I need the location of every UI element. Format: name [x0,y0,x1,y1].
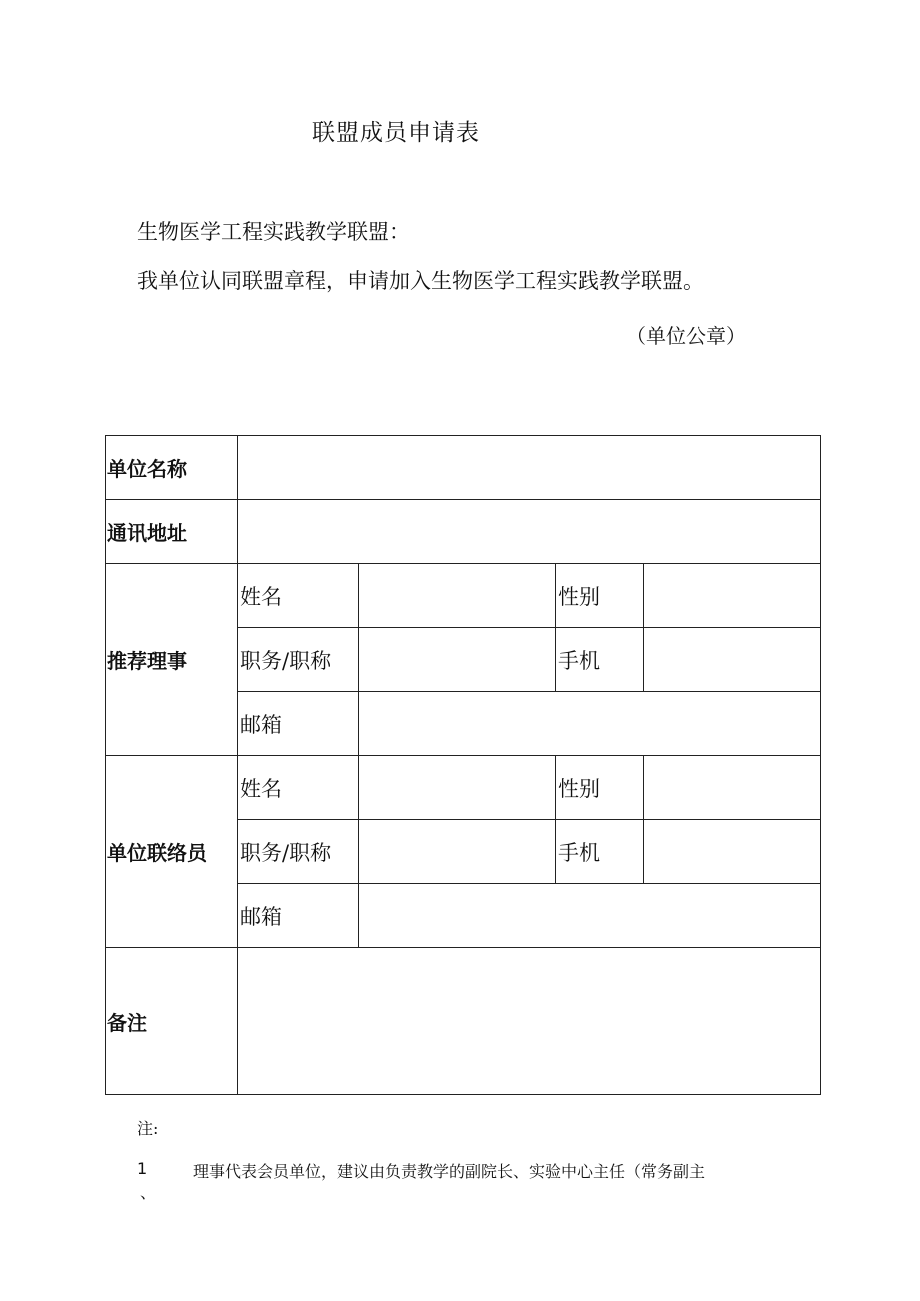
director-gender-label: 性别 [556,564,644,628]
page-title: 联盟成员申请表 [312,120,480,146]
contact-name-field[interactable] [359,756,556,820]
notes-label: 注: [137,1119,159,1138]
contact-position-label: 职务/职称 [238,820,359,884]
unit-name-field[interactable] [238,436,821,500]
contact-phone-field[interactable] [644,820,821,884]
director-section-label: 推荐理事 [106,564,238,756]
seal-placeholder: （单位公章） [626,324,746,348]
director-position-field[interactable] [359,628,556,692]
remarks-field[interactable] [238,948,821,1095]
director-gender-field[interactable] [644,564,821,628]
director-position-label: 职务/职称 [238,628,359,692]
greeting-text: 生物医学工程实践教学联盟： [137,220,410,244]
remarks-label: 备注 [106,948,238,1095]
director-name-label: 姓名 [238,564,359,628]
contact-name-label: 姓名 [238,756,359,820]
director-phone-label: 手机 [556,628,644,692]
director-name-row [106,564,821,628]
contact-gender-field[interactable] [644,756,821,820]
director-phone-field[interactable] [644,628,821,692]
contact-email-field[interactable] [359,884,821,948]
note-item-text: 理事代表会员单位，建议由负责教学的副院长、实验中心主任（常务副主 [193,1162,706,1181]
contact-position-field[interactable] [359,820,556,884]
unit-name-row [106,436,821,500]
note-item-number: 1 [137,1159,148,1178]
contact-name-row [106,756,821,820]
director-name-field[interactable] [359,564,556,628]
address-label: 通讯地址 [106,500,238,564]
contact-gender-label: 性别 [556,756,644,820]
application-form-table [105,435,821,1095]
remarks-row [106,948,821,1095]
director-email-label: 邮箱 [238,692,359,756]
contact-email-label: 邮箱 [238,884,359,948]
statement-text: 我单位认同联盟章程，申请加入生物医学工程实践教学联盟。 [137,269,704,293]
address-row [106,500,821,564]
contact-phone-label: 手机 [556,820,644,884]
contact-section-label: 单位联络员 [106,756,238,948]
unit-name-label: 单位名称 [106,436,238,500]
note-item-separator: 、 [140,1183,157,1202]
director-email-field[interactable] [359,692,821,756]
address-field[interactable] [238,500,821,564]
